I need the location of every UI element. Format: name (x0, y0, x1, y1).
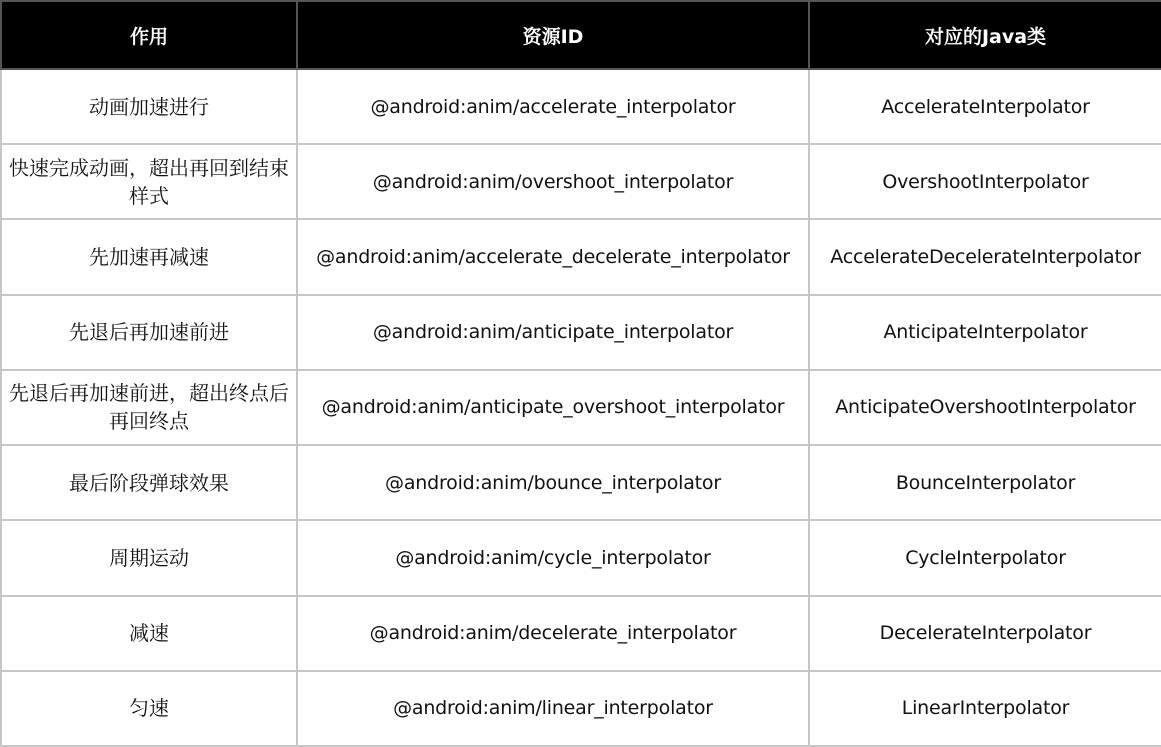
header-purpose: 作用 (1, 1, 297, 69)
cell-resource-id: @android:anim/anticipate_overshoot_interpolator (297, 370, 809, 445)
table-row (1, 69, 1161, 144)
cell-resource-id: @android:anim/decelerate_interpolator (297, 596, 809, 671)
cell-resource-id: @android:anim/bounce_interpolator (297, 445, 809, 520)
cell-java-class: AnticipateOvershootInterpolator (809, 370, 1161, 445)
header-resource-id: 资源ID (297, 1, 809, 69)
table-row (1, 370, 1161, 445)
cell-java-class: LinearInterpolator (809, 671, 1161, 746)
cell-resource-id: @android:anim/linear_interpolator (297, 671, 809, 746)
cell-purpose: 先退后再加速前进 (1, 295, 297, 370)
cell-resource-id: @android:anim/cycle_interpolator (297, 520, 809, 595)
table-row (1, 596, 1161, 671)
cell-purpose: 匀速 (1, 671, 297, 746)
cell-java-class: AccelerateInterpolator (809, 69, 1161, 144)
cell-java-class: DecelerateInterpolator (809, 596, 1161, 671)
cell-purpose: 动画加速进行 (1, 69, 297, 144)
cell-java-class: OvershootInterpolator (809, 144, 1161, 219)
table-row (1, 144, 1161, 219)
cell-purpose: 最后阶段弹球效果 (1, 445, 297, 520)
table-row (1, 520, 1161, 595)
cell-resource-id: @android:anim/accelerate_decelerate_interpolator (297, 219, 809, 294)
table-row (1, 671, 1161, 746)
cell-resource-id: @android:anim/accelerate_interpolator (297, 69, 809, 144)
header-java-class: 对应的Java类 (809, 1, 1161, 69)
table-row (1, 295, 1161, 370)
table-row (1, 445, 1161, 520)
cell-purpose: 周期运动 (1, 520, 297, 595)
cell-purpose: 先加速再减速 (1, 219, 297, 294)
cell-purpose: 快速完成动画，超出再回到结束样式 (1, 144, 297, 219)
cell-purpose: 先退后再加速前进，超出终点后再回终点 (1, 370, 297, 445)
cell-java-class: AnticipateInterpolator (809, 295, 1161, 370)
cell-java-class: AccelerateDecelerateInterpolator (809, 219, 1161, 294)
cell-java-class: BounceInterpolator (809, 445, 1161, 520)
table-row (1, 219, 1161, 294)
cell-java-class: CycleInterpolator (809, 520, 1161, 595)
cell-purpose: 减速 (1, 596, 297, 671)
cell-resource-id: @android:anim/anticipate_interpolator (297, 295, 809, 370)
header-row (1, 1, 1161, 69)
cell-resource-id: @android:anim/overshoot_interpolator (297, 144, 809, 219)
